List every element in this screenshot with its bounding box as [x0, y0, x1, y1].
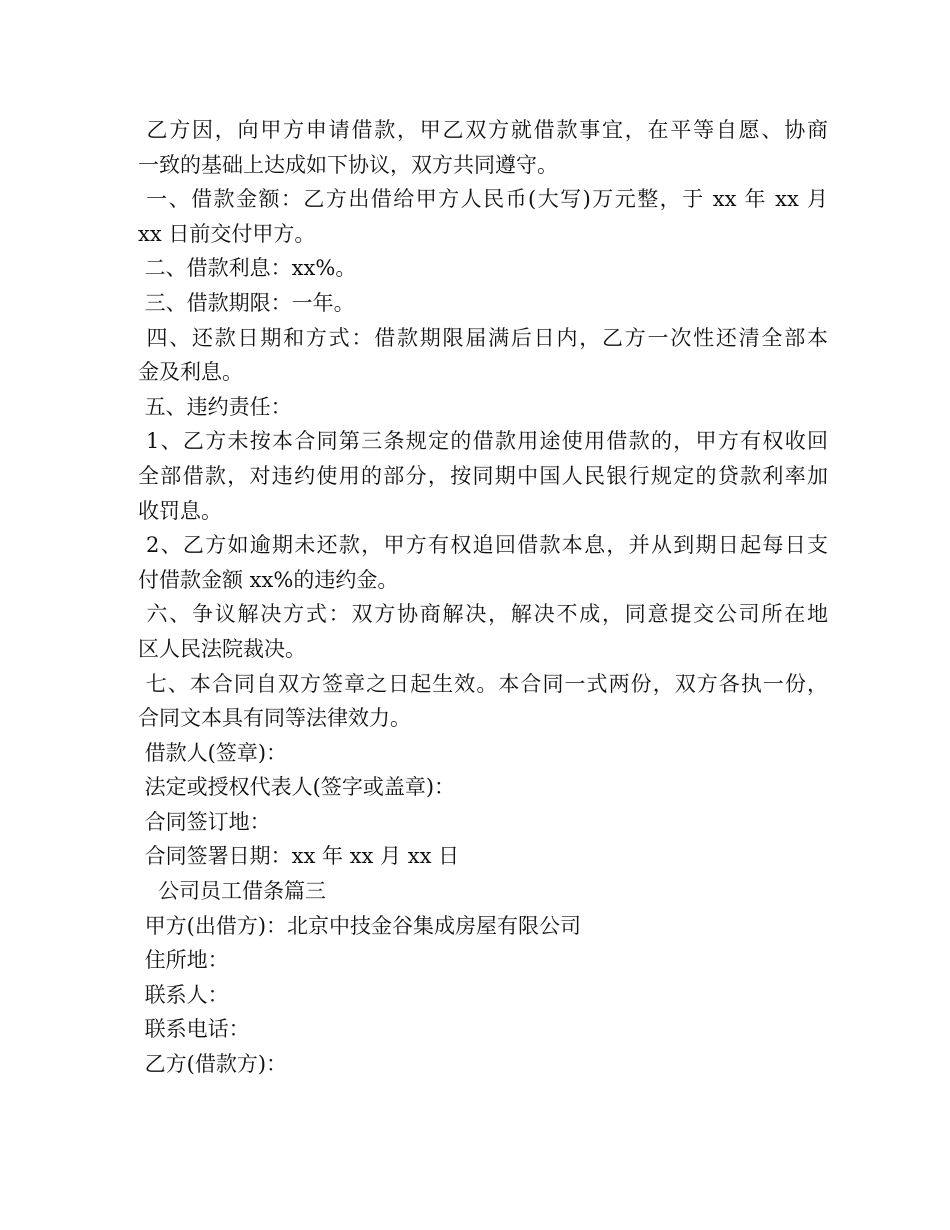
paragraph-line: 四、还款日期和方式：借款期限届满后日内，乙方一次性还清全部本 — [138, 325, 828, 350]
paragraph-line: 联系人： — [138, 982, 229, 1007]
paragraph-line: 2、乙方如逾期未还款，甲方有权追回借款本息，并从到期日起每日支 — [138, 533, 828, 558]
paragraph-line: 甲方(出借方)：北京中技金谷集成房屋有限公司 — [138, 913, 582, 938]
paragraph-line: 五、违约责任： — [138, 394, 292, 419]
paragraph-line: 乙方因，向甲方申请借款，甲乙双方就借款事宜，在平等自愿、协商 — [138, 118, 828, 142]
paragraph-line: 金及利息。 — [138, 360, 243, 385]
section-heading: 公司员工借条篇三 — [138, 879, 327, 904]
paragraph-line: 收罚息。 — [138, 498, 222, 523]
paragraph-line: 区人民法院裁决。 — [138, 636, 306, 661]
paragraph-line: 付借款金额 xx%的违约金。 — [138, 567, 399, 592]
paragraph-line: 借款人(签章)： — [138, 740, 288, 765]
paragraph-line: 二、借款利息：xx%。 — [138, 256, 357, 281]
document-body — [138, 113, 828, 1082]
paragraph-line: 合同文本具有同等法律效力。 — [138, 706, 411, 731]
paragraph-line: 联系电话： — [138, 1017, 250, 1042]
paragraph-line: 全部借款，对违约使用的部分，按同期中国人民银行规定的贷款利率加 — [138, 463, 828, 488]
paragraph-line: 三、借款期限：一年。 — [138, 290, 355, 315]
paragraph-line: 法定或授权代表人(签字或盖章)： — [138, 775, 456, 800]
paragraph-line: 住所地： — [138, 948, 229, 973]
paragraph-line: 乙方(借款方)： — [138, 1052, 288, 1077]
paragraph-line: 1、乙方未按本合同第三条规定的借款用途使用借款的，甲方有权收回 — [138, 429, 828, 454]
paragraph-line: 一致的基础上达成如下协议，双方共同遵守。 — [138, 152, 558, 177]
paragraph-line: 六、争议解决方式：双方协商解决，解决不成，同意提交公司所在地 — [138, 602, 828, 627]
paragraph-line: 一、借款金额：乙方出借给甲方人民币(大写)万元整，于 xx 年 xx 月 — [138, 187, 828, 212]
paragraph-line: 合同签订地： — [138, 809, 271, 834]
paragraph-line: 七、本合同自双方签章之日起生效。本合同一式两份，双方各执一份， — [138, 671, 828, 696]
paragraph-line: 合同签署日期：xx 年 xx 月 xx 日 — [138, 844, 460, 869]
paragraph-line: xx 日前交付甲方。 — [138, 221, 316, 246]
